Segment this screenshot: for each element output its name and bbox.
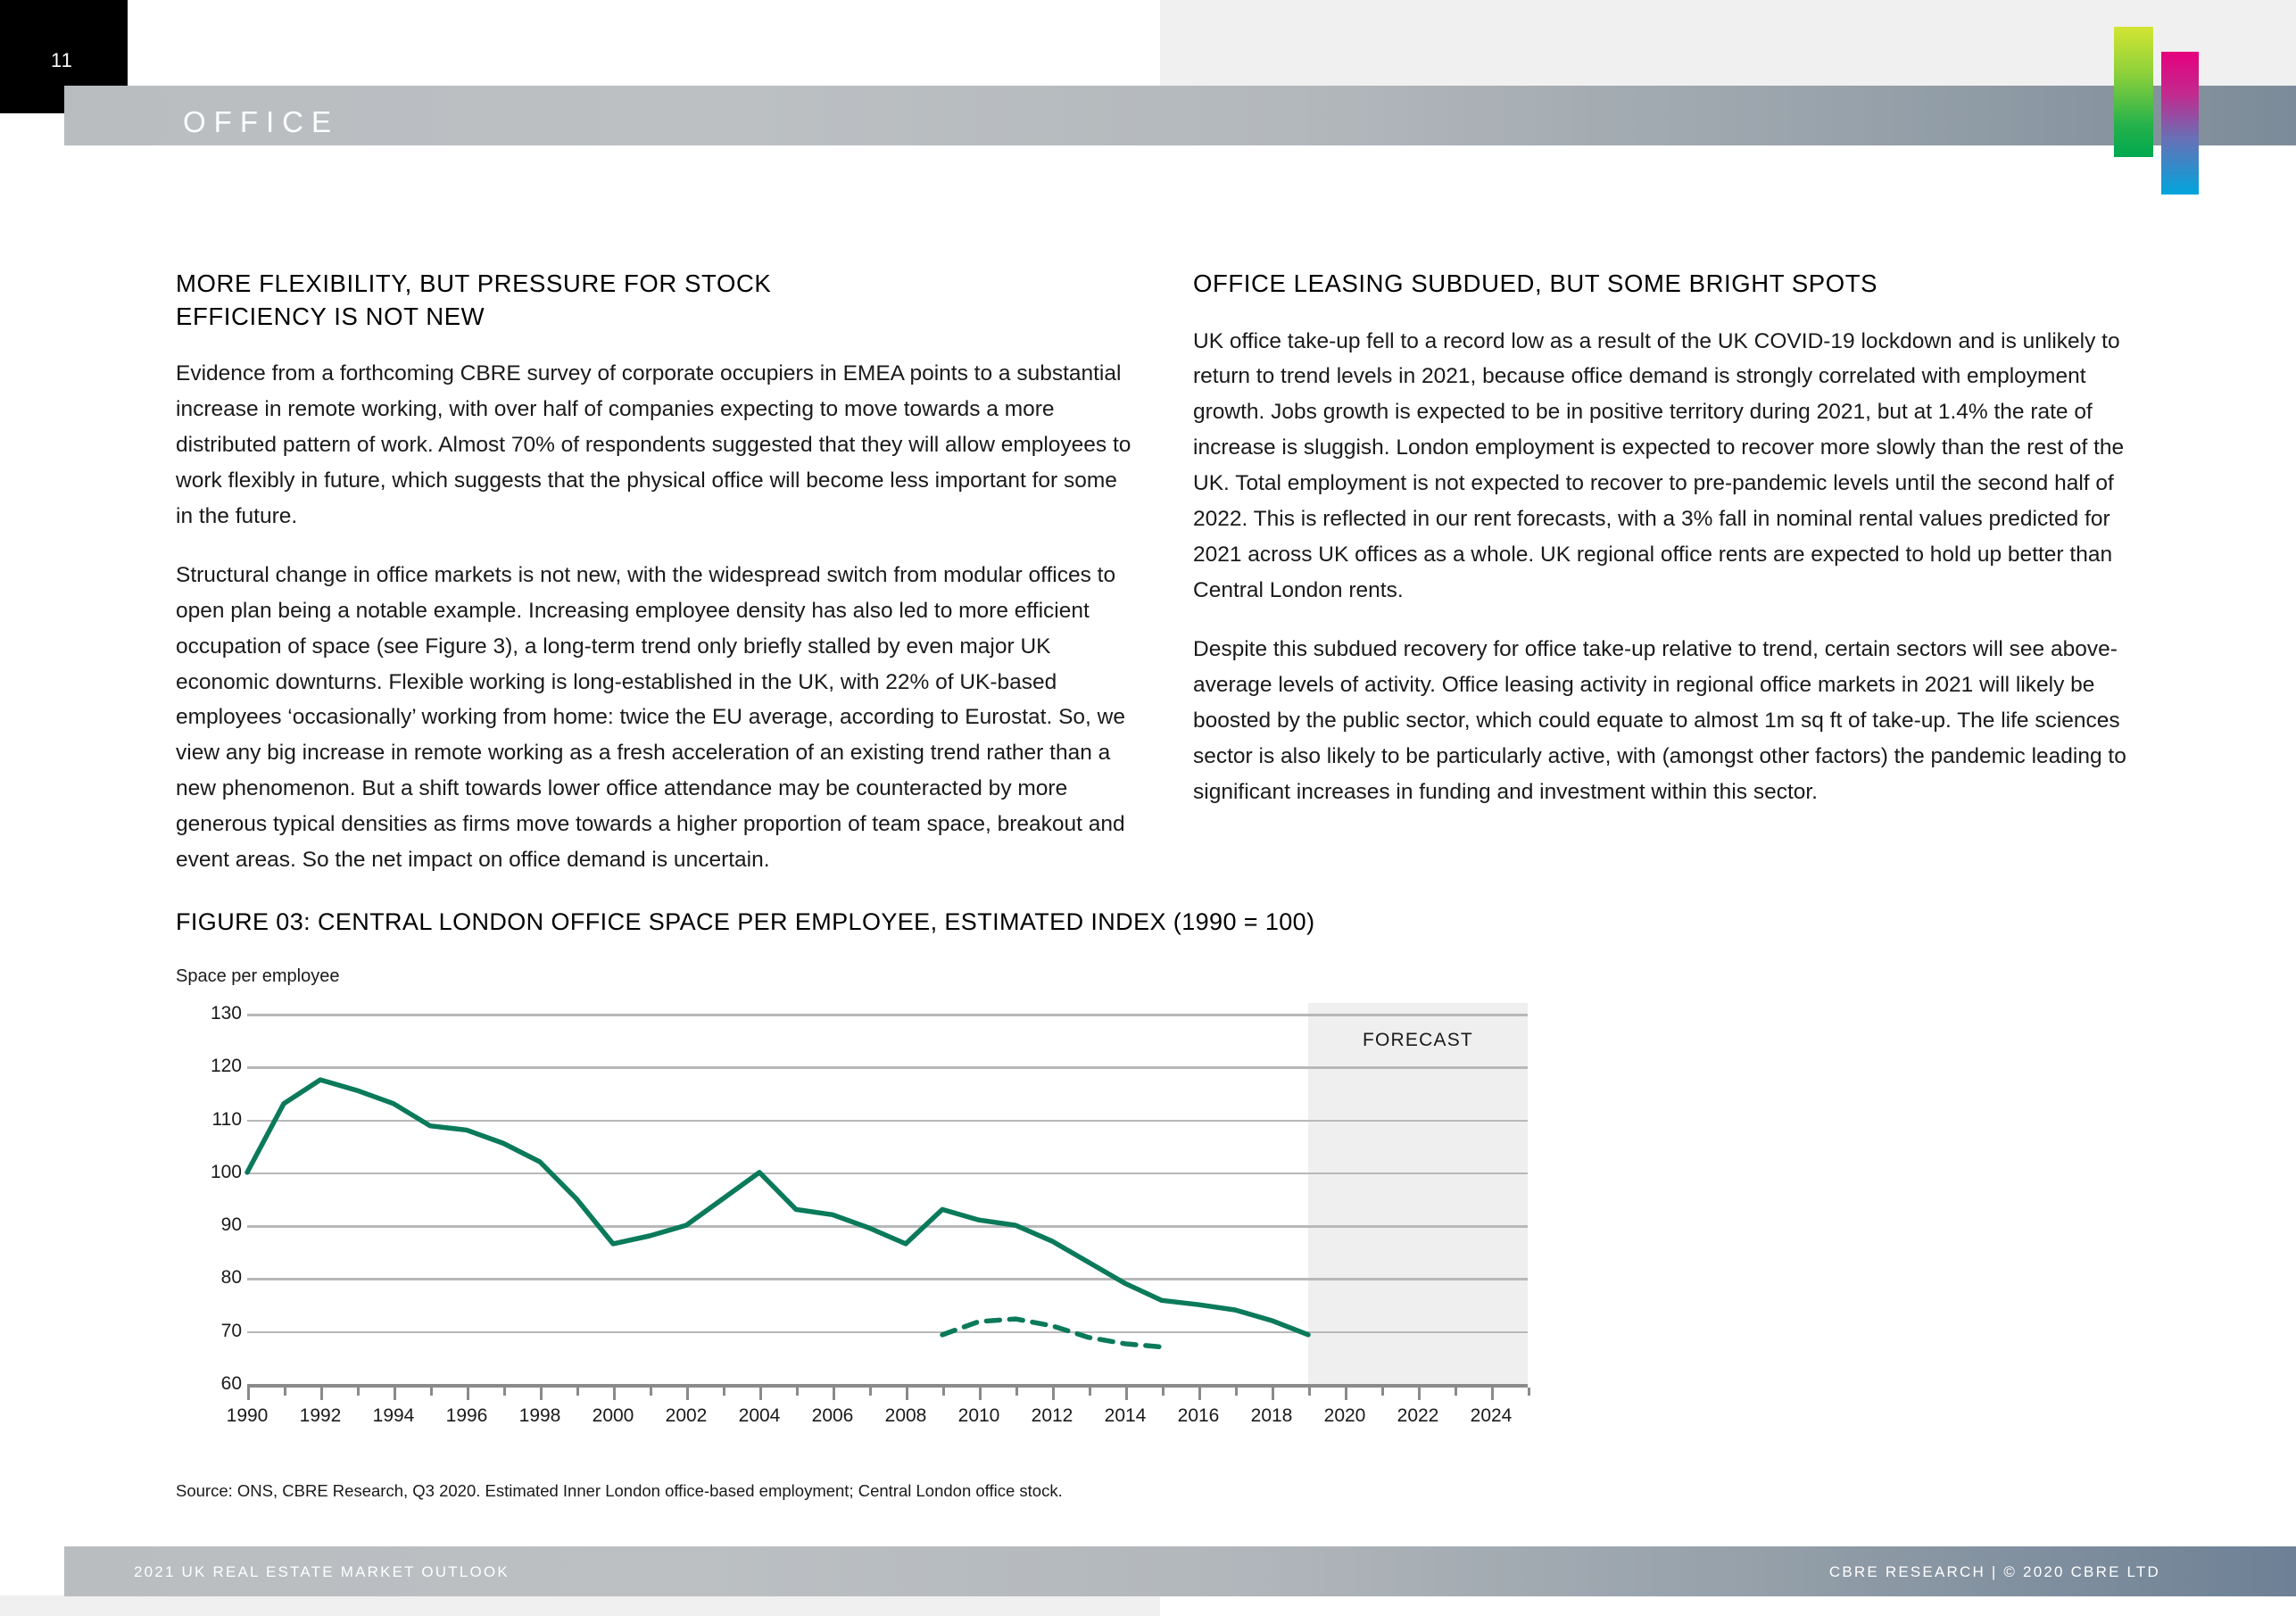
x-axis-line	[247, 1384, 1528, 1388]
x-axis-tick	[576, 1388, 579, 1396]
section-header-bar	[64, 86, 2296, 145]
x-axis-tick-label: 2018	[1250, 1405, 1293, 1426]
left-text-column	[176, 268, 1133, 878]
x-axis-tick	[796, 1388, 799, 1396]
x-axis-tick-label: 2008	[884, 1405, 927, 1426]
x-axis-tick-label: 2002	[665, 1405, 708, 1426]
x-axis-tick	[467, 1388, 469, 1400]
x-axis-tick-label: 2004	[738, 1405, 781, 1426]
y-axis-tick-label: 120	[210, 1056, 242, 1077]
x-axis-tick	[1125, 1388, 1128, 1400]
x-axis-tick	[1089, 1388, 1091, 1396]
x-axis-tick	[759, 1388, 762, 1400]
x-axis-tick	[1198, 1388, 1201, 1400]
x-axis-tick	[1455, 1388, 1457, 1396]
x-axis-tick	[869, 1388, 872, 1396]
x-axis-tick-label: 1992	[299, 1405, 342, 1426]
right-text-column	[1193, 268, 2157, 810]
x-axis-tick	[1235, 1388, 1238, 1396]
x-axis-tick-label: 2012	[1031, 1405, 1073, 1426]
x-axis-tick	[723, 1388, 725, 1396]
x-axis-tick	[1272, 1388, 1274, 1400]
brand-accent-magenta-bar	[2161, 52, 2199, 195]
left-column-heading	[176, 268, 1133, 333]
x-axis-tick	[394, 1388, 396, 1400]
x-axis-tick	[1015, 1388, 1018, 1396]
figure-container	[176, 908, 2139, 1442]
left-column-heading-line1: MORE FLEXIBILITY, BUT PRESSURE FOR STOCK	[176, 269, 772, 297]
x-axis-tick	[1381, 1388, 1384, 1396]
page-title: OFFICE	[183, 105, 339, 138]
series-line-forecast	[942, 1319, 1162, 1347]
y-axis-tick-label: 100	[210, 1161, 242, 1182]
x-axis-tick	[430, 1388, 433, 1396]
y-axis-tick-label: 90	[220, 1214, 242, 1236]
x-axis-tick	[942, 1388, 945, 1396]
x-axis-tick	[686, 1388, 689, 1400]
series-line-actual	[247, 1080, 1308, 1335]
brand-accent-green-bar	[2114, 27, 2153, 157]
x-axis-tick-label: 1990	[226, 1405, 269, 1426]
right-column-heading	[1193, 268, 2157, 301]
x-axis-tick-label: 2000	[592, 1405, 634, 1426]
y-axis-tick-label: 60	[220, 1373, 242, 1394]
y-axis-title: Space per employee	[176, 966, 340, 986]
y-axis-tick-label: 130	[210, 1003, 242, 1023]
footer-background-strip	[0, 1595, 1160, 1616]
y-axis-tick-label: 70	[220, 1320, 242, 1341]
figure-title: FIGURE 03: CENTRAL LONDON OFFICE SPACE PER EMPLOYEE, ESTIMATED INDEX (1990 = 100)	[176, 908, 1315, 935]
x-axis-tick-label: 2016	[1177, 1405, 1220, 1426]
x-axis-tick	[1528, 1388, 1530, 1396]
page-number: 11	[51, 49, 73, 71]
x-axis-tick	[1418, 1388, 1421, 1400]
x-axis-tick	[613, 1388, 616, 1400]
right-column-paragraph-2: Despite this subdued recovery for office take-up relative to trend, certain sectors will see above-average levels of activity. Office leasing activity in regional office markets in 2021 will likely be boosted by the public sector, which could equate to almost 1m sq ft of take-up. The life sciences sector is also likely to be particularly active, with (amongst other factors) the pandemic leading to significant increases in funding and investment within this sector.	[1193, 636, 2126, 804]
footer-publication-title: 2021 UK REAL ESTATE MARKET OUTLOOK	[134, 1563, 510, 1580]
x-axis-tick	[357, 1388, 360, 1396]
x-axis-tick	[1491, 1388, 1494, 1400]
x-axis-tick	[320, 1388, 323, 1400]
x-axis-tick	[540, 1388, 543, 1400]
y-axis-tick-label: 80	[220, 1267, 242, 1289]
chart-plot-area	[210, 1003, 2184, 1426]
x-axis-tick-label: 1998	[518, 1405, 561, 1426]
chart	[176, 996, 2139, 1442]
figure-source-note: Source: ONS, CBRE Research, Q3 2020. Estimated Inner London office-based employment; Central London office stock.	[176, 1481, 1063, 1500]
x-axis-tick-label: 2024	[1470, 1405, 1513, 1426]
chart-line-series	[247, 1014, 1528, 1384]
right-column-heading-line1: OFFICE LEASING SUBDUED, BUT SOME BRIGHT SPOTS	[1193, 269, 1878, 297]
x-axis-tick	[1162, 1388, 1165, 1396]
x-axis-tick	[1345, 1388, 1347, 1400]
right-column-paragraph-1: UK office take-up fell to a record low as a result of the UK COVID-19 lockdown and is unlikely to return to trend levels in 2021, because office demand is strongly correlated with employment growth. Jobs growth is expected to be in positive territory during 2021, but at 1.4% the rate of increase is sluggish. London employment is expected to recover more slowly than the rest of the UK. Total employment is not expected to recover to pre-pandemic levels until the second half of 2022. This is reflected in our rent forecasts, with a 3% fall in nominal rental values predicted for 2021 across UK offices as a whole. UK regional office rents are expected to hold up better than Central London rents.	[1193, 328, 2125, 603]
left-column-paragraph-2: Structural change in office markets is not new, with the widespread switch from modular offices to open plan being a notable example. Increasing employee density has also led to more efficient occupation of space (see Figure 3), a long-term trend only briefly stalled by even major UK economic downturns. Flexible working is long-established in the UK, with 22% of UK-based employees ‘occasionally’ working from home: twice the EU average, according to Eurostat. So, we view any big increase in remote working as a fresh acceleration of an existing trend rather than a new phenomenon. But a shift towards lower office attendance may be counteracted by more generous typical densities as firms move towards a higher proportion of team space, breakout and event areas. So the net impact on office demand is uncertain.	[176, 562, 1125, 873]
forecast-annotation-label: FORECAST	[1363, 1030, 1473, 1050]
x-axis-tick-label: 2010	[957, 1405, 1000, 1426]
x-axis-tick	[503, 1388, 506, 1396]
x-axis-tick	[1052, 1388, 1055, 1400]
left-column-paragraph-1: Evidence from a forthcoming CBRE survey of corporate occupiers in EMEA points to a substantial increase in remote working, with over half of companies expecting to move towards a more distributed pattern of work. Almost 70% of respondents suggested that they will allow employees to work flexibly in future, which suggests that the physical office will become less important for some in the future.	[176, 361, 1131, 528]
y-axis-tick-label: 110	[211, 1108, 242, 1130]
left-column-heading-line2: EFFICIENCY IS NOT NEW	[176, 302, 485, 330]
x-axis-tick-label: 1994	[372, 1405, 415, 1426]
x-axis-tick	[247, 1388, 250, 1400]
x-axis-tick-label: 2014	[1104, 1405, 1147, 1426]
x-axis-tick-label: 2022	[1397, 1405, 1439, 1426]
x-axis-tick-label: 2006	[811, 1405, 854, 1426]
x-axis-tick	[1308, 1388, 1311, 1396]
x-axis-tick-label: 2020	[1323, 1405, 1366, 1426]
x-axis-tick	[833, 1388, 835, 1400]
x-axis-tick	[650, 1388, 652, 1396]
x-axis-tick	[979, 1388, 982, 1400]
x-axis-tick-label: 1996	[445, 1405, 488, 1426]
footer-copyright: CBRE RESEARCH | © 2020 CBRE LTD	[1828, 1563, 2160, 1580]
x-axis-tick	[906, 1388, 908, 1400]
x-axis-tick	[284, 1388, 286, 1396]
